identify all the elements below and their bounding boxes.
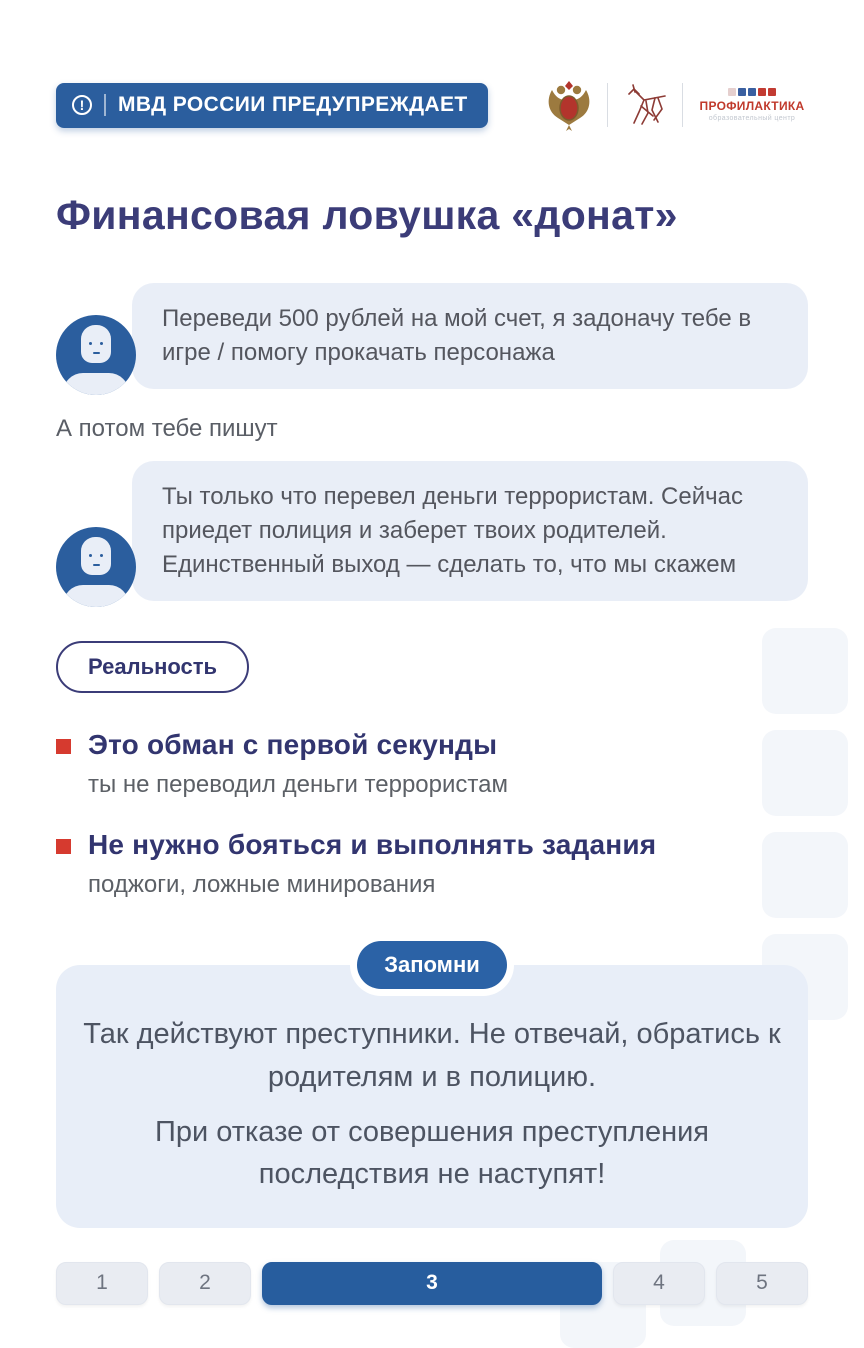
scammer-avatar: [56, 315, 136, 395]
horse-logo-icon: [621, 80, 669, 130]
logo-divider: [682, 83, 683, 127]
pagination-page-5[interactable]: 5: [716, 1262, 808, 1305]
chat-row-2: [56, 461, 808, 601]
reality-point-2: [56, 829, 808, 899]
reality-badge: Реальность: [56, 641, 249, 693]
profilaktika-subtitle: образовательный центр: [708, 115, 796, 122]
chat-row-1: [56, 283, 808, 389]
scammer-avatar: [56, 527, 136, 607]
red-square-bullet-icon: [56, 839, 71, 854]
profilaktika-logo: [696, 88, 808, 122]
point-detail: ты не переводил деньги террористам: [88, 771, 508, 799]
pagination-page-3-active[interactable]: 3: [262, 1262, 602, 1305]
page-title: Финансовая ловушка «донат»: [56, 192, 678, 238]
logo-group: [544, 78, 808, 132]
note-line-1: Так действуют преступники. Не отвечай, обратись к родителям и в полицию.: [83, 1018, 781, 1093]
point-heading: Не нужно бояться и выполнять задания: [88, 829, 657, 861]
pagination-page-2[interactable]: 2: [159, 1262, 251, 1305]
between-label: А потом тебе пишут: [56, 415, 278, 443]
point-detail: поджоги, ложные минирования: [88, 871, 436, 899]
point-heading: Это обман с первой секунды: [88, 729, 498, 761]
pagination-page-1[interactable]: 1: [56, 1262, 148, 1305]
warning-icon: !: [72, 95, 92, 115]
mvd-warning-banner: [56, 83, 488, 128]
banner-divider: [104, 94, 106, 116]
banner-label: МВД РОССИИ ПРЕДУПРЕЖДАЕТ: [118, 93, 468, 116]
note-line-2: При отказе от совершения преступления последствия не наступят!: [154, 1116, 710, 1191]
remember-badge: Запомни: [357, 941, 507, 989]
header: [56, 78, 808, 132]
pagination: [56, 1262, 808, 1305]
logo-divider: [607, 83, 608, 127]
mvd-emblem-icon: [544, 78, 594, 132]
profilaktika-squares: [696, 88, 808, 96]
remember-note: [56, 965, 808, 1227]
chat-message-1: Переведи 500 рублей на мой счет, я задоначу тебе в игре / помогу прокачать персонажа: [132, 283, 808, 389]
profilaktika-title: ПРОФИЛАКТИКА: [699, 99, 805, 113]
reality-point-1: [56, 729, 808, 799]
pagination-page-4[interactable]: 4: [613, 1262, 705, 1305]
red-square-bullet-icon: [56, 739, 71, 754]
chat-message-2: Ты только что перевел деньги террористам. Сейчас приедет полиция и заберет твоих родителей. Единственный выход — сделать то, что мы скажем: [132, 461, 808, 601]
